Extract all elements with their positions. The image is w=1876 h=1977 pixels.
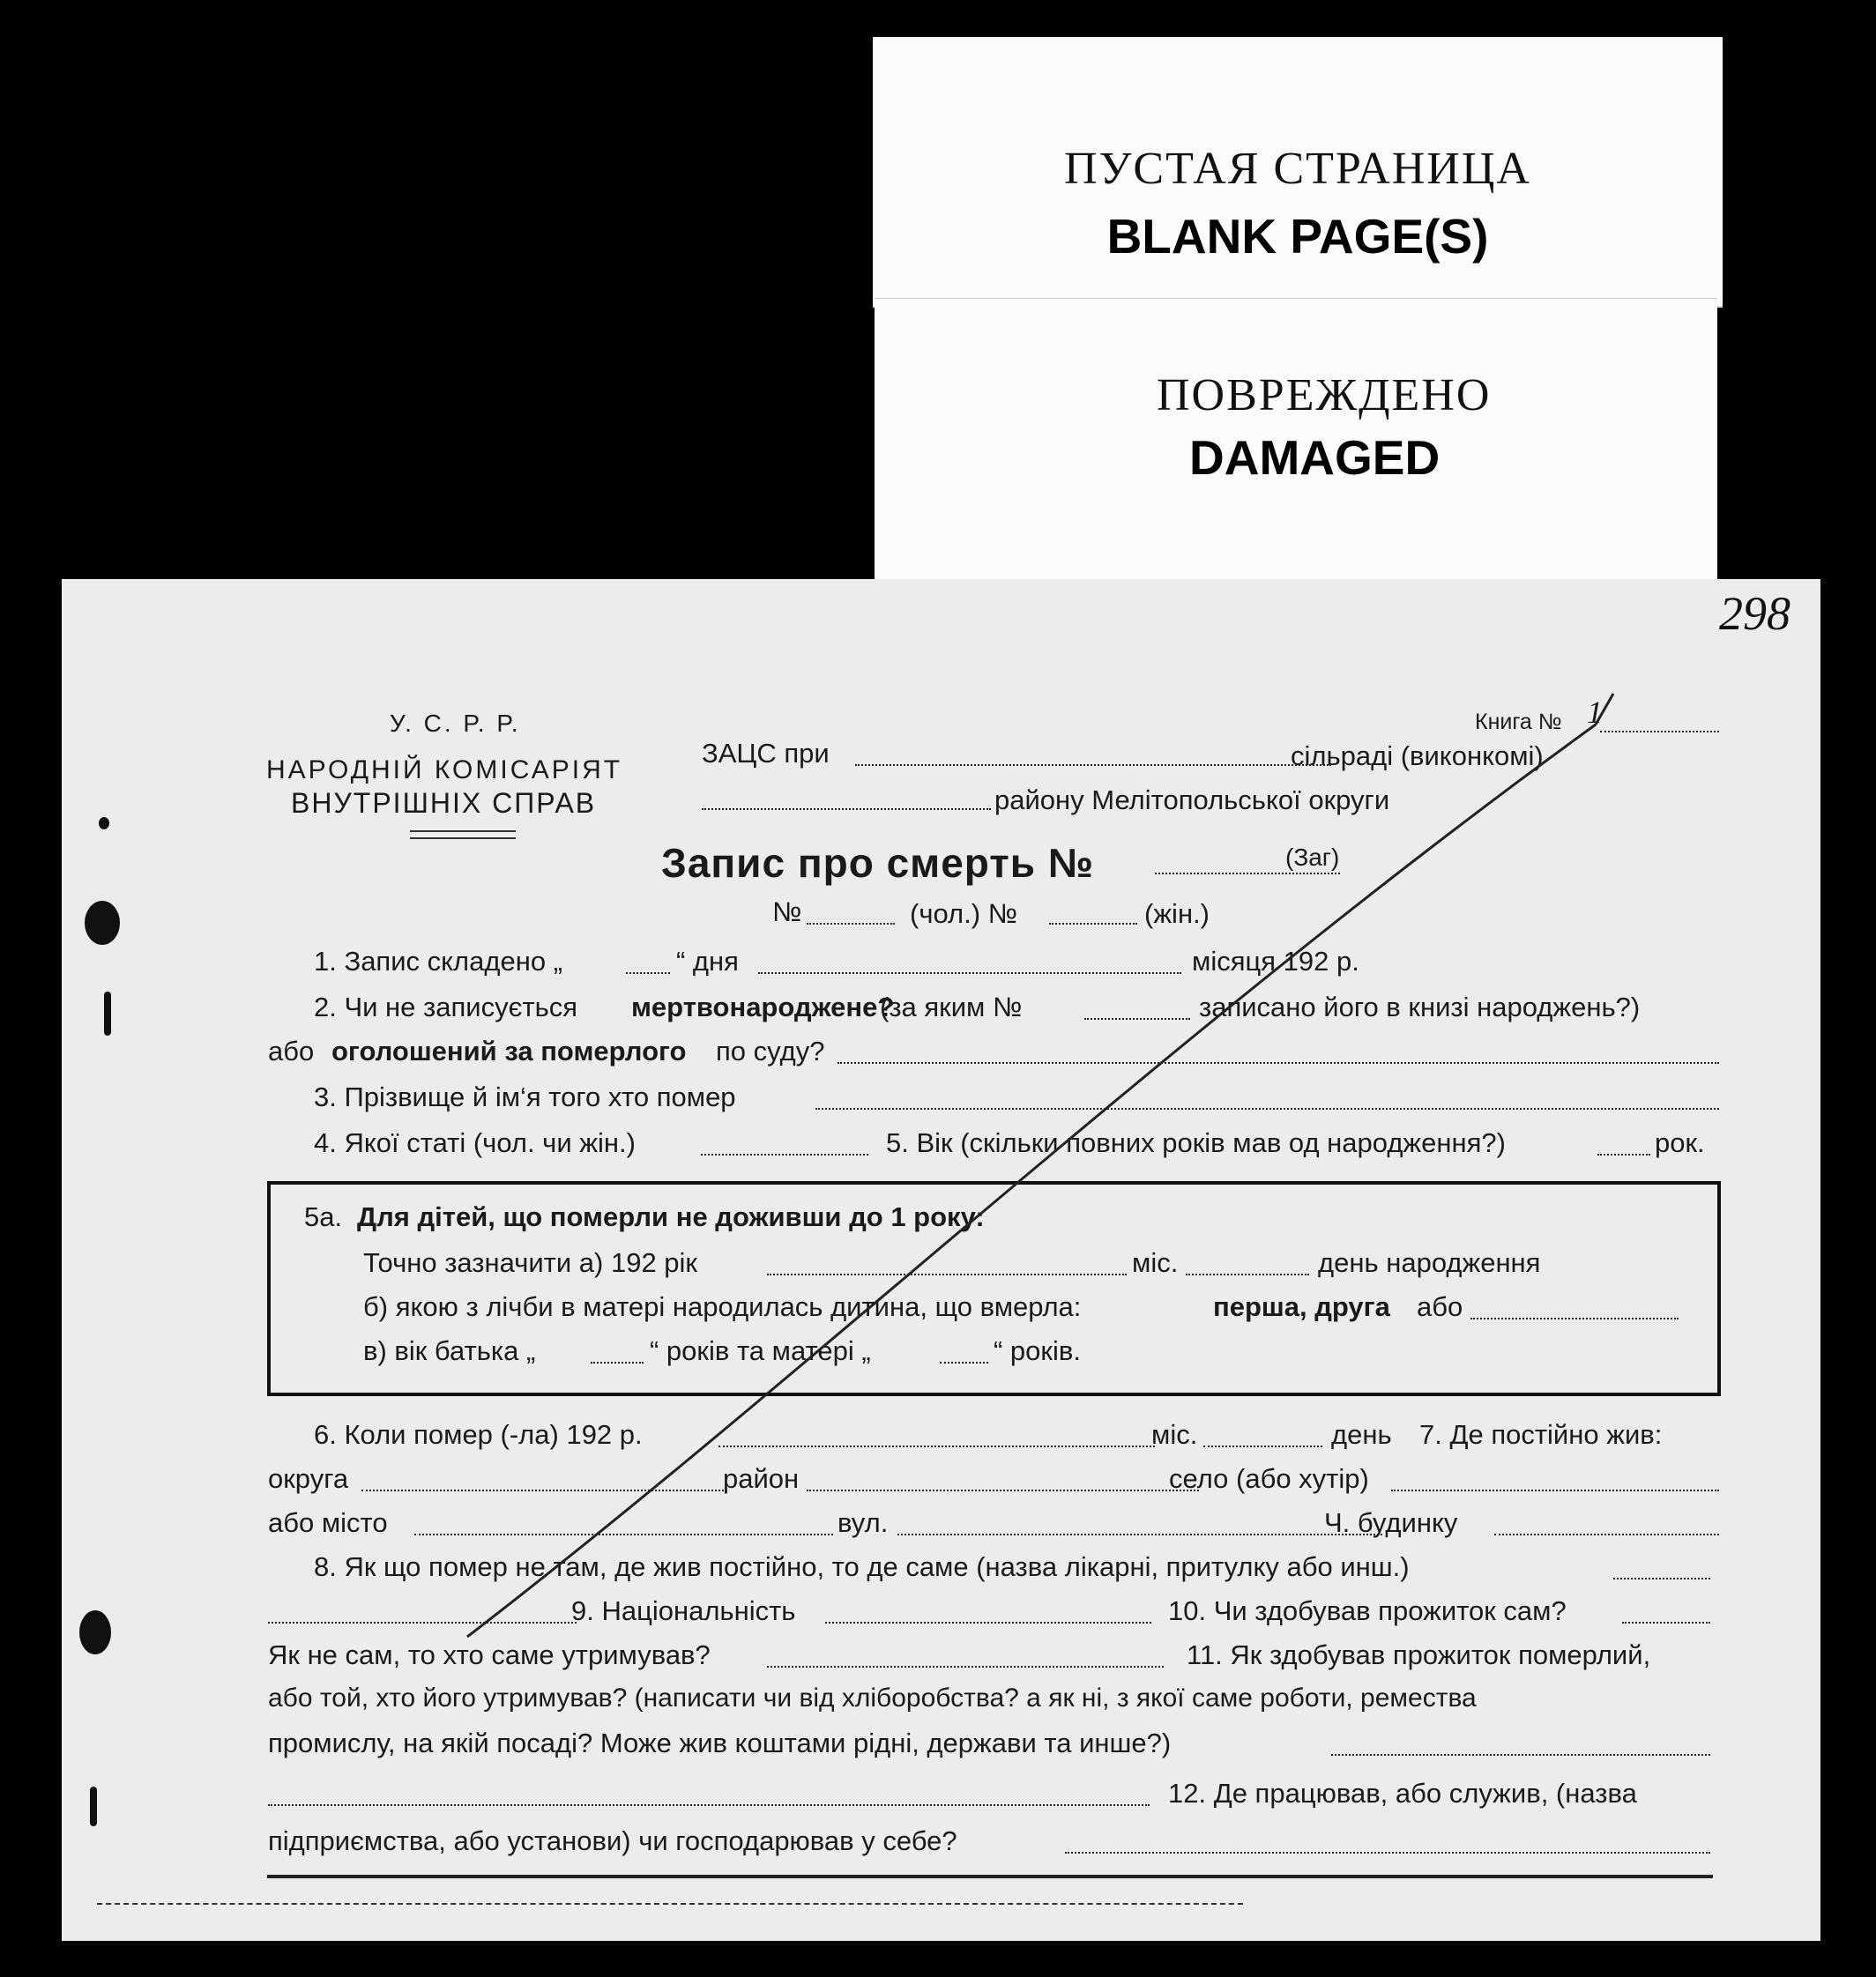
book-value: 1 (1587, 695, 1603, 730)
male-number-field[interactable] (807, 923, 895, 925)
title-female-label: (жін.) (1144, 898, 1210, 929)
book-label: Книга № (1475, 710, 1562, 734)
damaged-ru: ПОВРЕЖДЕНО (1157, 370, 1492, 420)
title-no-label: № (772, 896, 802, 927)
f1-month-label: місяця 192 р. (1192, 946, 1359, 977)
okruha-label: округа (268, 1463, 349, 1494)
header-divider (410, 830, 516, 839)
binding-hole (99, 817, 109, 829)
f10b-label: Як не сам, то хто саме утримував? (268, 1639, 711, 1670)
f2-birth-book: записано його в книзі народжень?) (1199, 992, 1641, 1022)
f5a-b-order: перша, друга (1213, 1291, 1390, 1322)
raion-label: район (723, 1463, 800, 1494)
f6-month-label: міс. (1151, 1419, 1198, 1450)
f5a-c-label: в) вік батька „ (363, 1335, 536, 1366)
f2-court: по суду? (716, 1036, 825, 1067)
f9-nationality-field[interactable] (825, 1622, 1151, 1624)
selrada-label: сільраді (виконкомі) (1291, 740, 1544, 771)
f1-date-field[interactable] (758, 972, 1181, 974)
f6-label: 6. Коли помер (-ла) 192 р. (314, 1419, 643, 1450)
f5a-year-field[interactable] (767, 1274, 1127, 1275)
f12-label: 12. Де працював, або служив, (назва (1168, 1778, 1637, 1809)
f5a-order-field[interactable] (1470, 1318, 1679, 1319)
record-number-field[interactable] (1155, 873, 1340, 874)
f5a-mother-age-field[interactable] (940, 1362, 988, 1364)
bottom-dash-rule (97, 1903, 1243, 1905)
female-number-field[interactable] (1049, 923, 1137, 925)
raion-field[interactable] (807, 1490, 1199, 1491)
district-label: району Мелітопольської округи (994, 784, 1390, 815)
okruha-field[interactable] (361, 1490, 727, 1491)
book-number-field[interactable] (1600, 731, 1719, 732)
f6-month-field[interactable] (1203, 1446, 1322, 1447)
f11-occupation-field[interactable] (1331, 1754, 1710, 1756)
binding-hole (90, 1787, 97, 1826)
f5a-b-or: або (1417, 1291, 1463, 1322)
f1-day-field[interactable] (626, 972, 670, 974)
ussr-label: У. С. Р. Р. (390, 710, 521, 737)
f1-label: 1. Запис складено „ (314, 946, 563, 977)
vul-field[interactable] (897, 1534, 1382, 1535)
f9-label: 9. Національність (571, 1595, 796, 1626)
f5a-title: Для дітей, що померли не доживши до 1 року: (357, 1201, 985, 1232)
f5-label: 5. Вік (скільки повних років мав од народження?) (886, 1127, 1506, 1158)
selo-label: село (або хутір) (1169, 1463, 1369, 1494)
f2-court-field[interactable] (838, 1062, 1719, 1064)
binding-hole (104, 992, 111, 1036)
blank-page-en: BLANK PAGE(S) (1106, 209, 1489, 264)
f5a-a-label: Точно зазначити а) 192 рік (363, 1247, 697, 1278)
title-male-label: (чол.) № (910, 898, 1017, 929)
f2-number-field[interactable] (1084, 1018, 1190, 1020)
f5-age-field[interactable] (1597, 1154, 1650, 1156)
commissariat-line-1: НАРОДНІЙ КОМІСАРІЯТ (266, 755, 623, 784)
f3-label: 3. Прізвище й ім‘я того хто помер (314, 1081, 736, 1112)
selrada-field[interactable] (855, 764, 1331, 766)
f11c-text: промислу, на якій посаді? Може жив коштами рідні, держави та инше?) (268, 1728, 1172, 1758)
blank-page-note (873, 37, 1723, 308)
f4-sex-field[interactable] (701, 1154, 868, 1156)
f2-or: або (268, 1036, 315, 1067)
binding-hole (85, 901, 120, 945)
f7-label: 7. Де постійно жив: (1419, 1419, 1663, 1450)
f5a-b-label: б) якою з лічби в матері народилась дитина, що вмерла: (363, 1291, 1082, 1322)
f11-occupation-field-cont[interactable] (268, 1804, 1150, 1806)
f12b-text: підприємства, або установи) чи господарював у себе? (268, 1825, 957, 1856)
f12-workplace-field[interactable] (1065, 1852, 1710, 1854)
f11b-text: або той, хто його утримував? (написати чи від хліборобства? а як ні, з якої саме роботи, ремества (268, 1683, 1477, 1713)
f5a-day-label: день народження (1318, 1247, 1541, 1278)
f2-label: 2. Чи не записується (314, 992, 578, 1022)
f11-label: 11. Як здобував прожиток померлий, (1187, 1639, 1651, 1670)
f6-date-field[interactable] (718, 1446, 1155, 1447)
f10-label: 10. Чи здобував прожиток сам? (1168, 1595, 1567, 1626)
misto-field[interactable] (414, 1534, 833, 1535)
f5a-month-label: міс. (1132, 1247, 1179, 1278)
f5a-number: 5а. (304, 1201, 343, 1232)
f1-day-label: “ дня (676, 946, 739, 977)
f10b-supporter-field[interactable] (767, 1666, 1164, 1668)
damaged-note (875, 298, 1717, 590)
blank-page-ru: ПУСТАЯ СТРАНИЦА (1064, 144, 1531, 194)
vul-label: вул. (838, 1507, 889, 1538)
bottom-rule (267, 1875, 1713, 1878)
zags-label: ЗАЦС при (702, 738, 830, 769)
binding-hole (79, 1610, 111, 1654)
f8-place-field[interactable] (1613, 1578, 1710, 1579)
budynok-label: Ч. будинку (1324, 1507, 1458, 1538)
form-title: Запис про смерть № (661, 840, 1095, 886)
misto-label: або місто (268, 1507, 388, 1538)
damaged-en: DAMAGED (1189, 430, 1440, 485)
page-number: 298 (1719, 587, 1790, 640)
f4-label: 4. Якої статі (чол. чи жін.) (314, 1127, 636, 1158)
f5a-c-mother: “ років та матері „ (650, 1335, 871, 1366)
death-record-form (62, 579, 1820, 1941)
f2-stillborn: мертвонароджене? (631, 992, 895, 1022)
f5a-month-field[interactable] (1186, 1274, 1309, 1275)
f5-unit: рок. (1655, 1127, 1705, 1158)
title-zag-label: (Заг) (1285, 844, 1340, 871)
f6-day-label: день (1331, 1419, 1392, 1450)
f2-which-no: (за яким № (880, 992, 1023, 1022)
budynok-field[interactable] (1494, 1534, 1719, 1535)
commissariat-line-2: ВНУТРІШНІХ СПРАВ (291, 787, 597, 819)
raion-name-field[interactable] (702, 808, 991, 810)
f8-label: 8. Як що помер не там, де жив постійно, то де саме (назва лікарні, притулку або инш.) (314, 1551, 1410, 1582)
f8-place-field-cont[interactable] (268, 1622, 577, 1624)
f5a-father-age-field[interactable] (591, 1362, 644, 1364)
f5a-c-years: “ років. (994, 1335, 1081, 1366)
f10-self-field[interactable] (1622, 1622, 1710, 1624)
selo-field[interactable] (1391, 1490, 1719, 1491)
f2-declared-dead: оголошений за померлого (331, 1036, 687, 1067)
f3-name-field[interactable] (815, 1108, 1719, 1110)
